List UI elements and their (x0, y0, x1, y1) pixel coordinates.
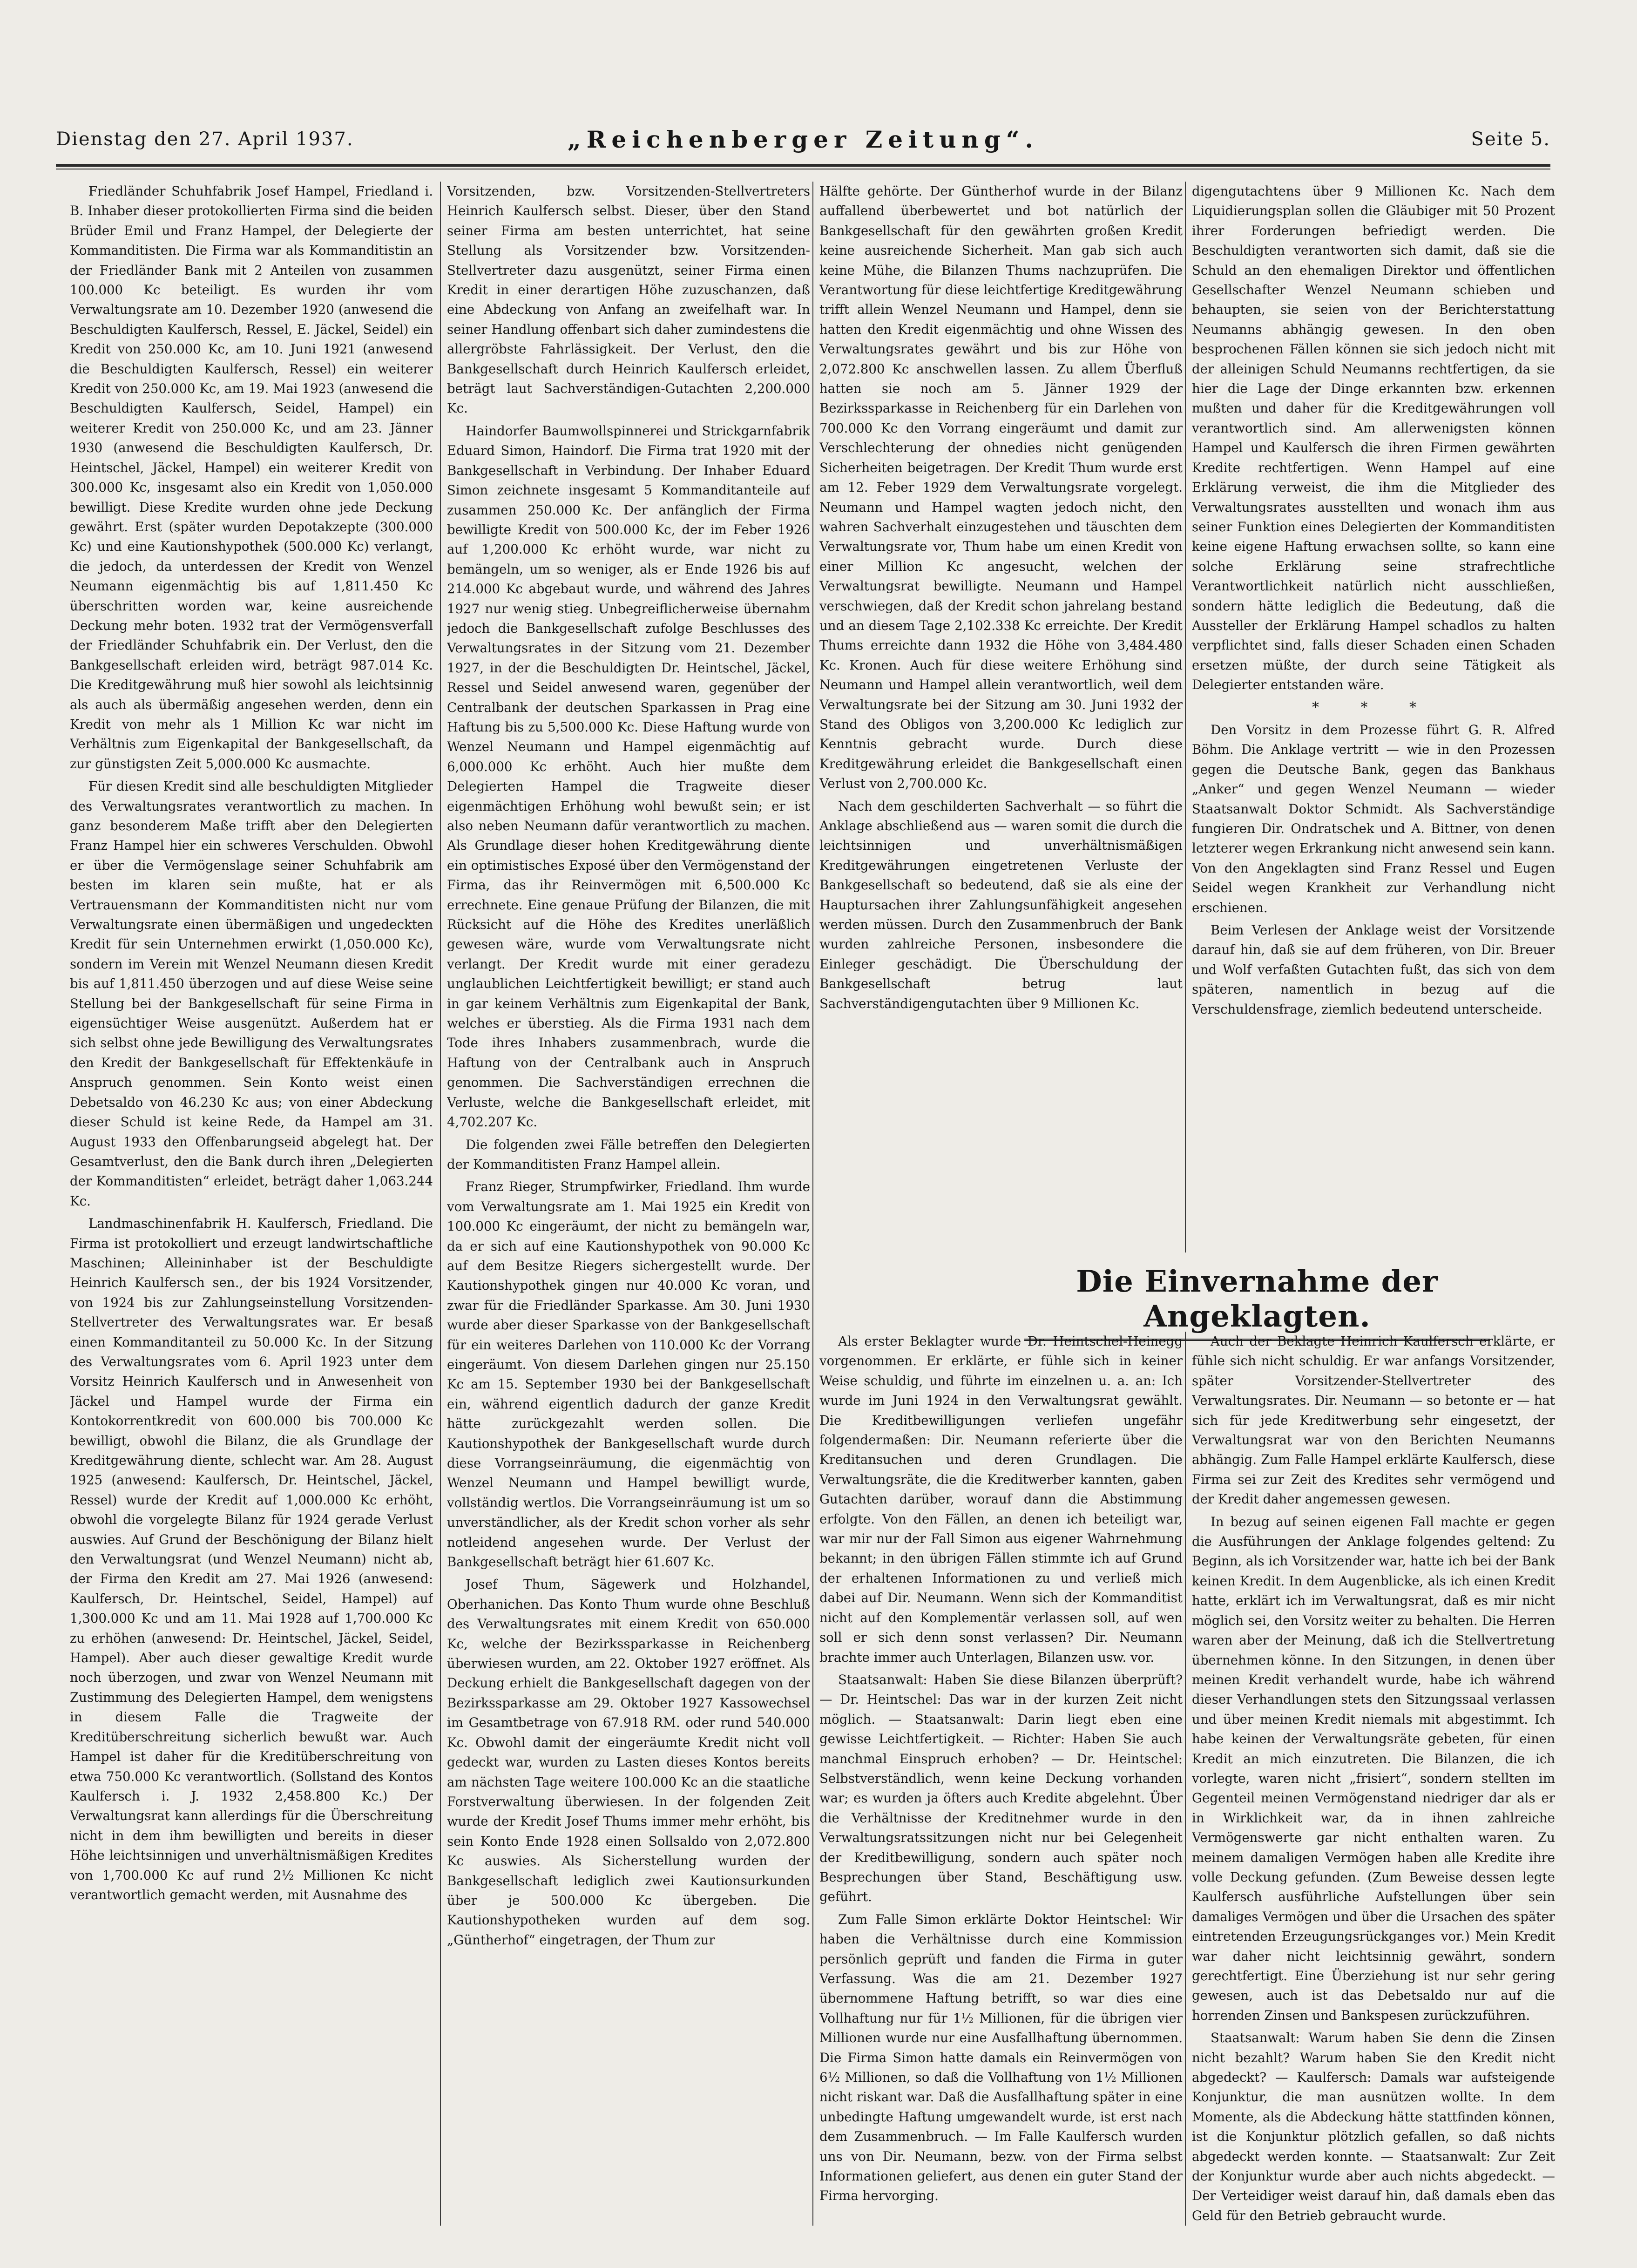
article-paragraph: Hälfte gehörte. Der Güntherhof wurde in der Bilanz auffallend überbewertet und bot natürlich der Bankgesellschaft für den gewährten großen Kredit keine ausreichende Sicherheit. Man gab sich auch keine Mühe, die Bilanzen Thums nachzuprüfen. Die Verantwortung für diese leichtfertige Kreditgewährung trifft allein Wenzel Neumann und Hampel, denn sie hatten den Kredit eigenmächtig und ohne Wissen des Verwaltungsrates gewährt und bis zur Höhe von 2,072.800 Kc anschwellen lassen. Zu allem Überfluß hatten sie noch am 5. Jänner 1929 der Bezirkssparkasse in Reichenberg für ein Darlehen von 700.000 Kc den Vorrang eingeräumt und damit zur Verschlechterung der ohnedies nicht genügenden Sicherheiten beigetragen. Der Kredit Thum wurde erst am 12. Feber 1929 dem Verwaltungsrate vorgelegt. Neumann und Hampel wagten jedoch nicht, den wahren Sachverhalt einzugestehen und täuschten dem Verwaltungsrate vor, Thum habe um einen Kredit von einer Million Kc angesucht, welchen der Verwaltungsrat bewilligte. Neumann und Hampel verschwiegen, daß der Kredit schon jahrelang bestand und an diesem Tage 2,102.338 Kc erreichte. Der Kredit Thums erreichte dann 1932 die Höhe von 3,484.480 Kc. Kronen. Auch für diese weitere Erhöhung sind Neumann und Hampel allein verantwortlich, weil dem Verwaltungsrate bei der Sitzung am 30. Juni 1932 der Stand des Obligos von 3,200.000 Kc lediglich zur Kenntnis gebracht wurde. Durch diese Kreditgewährung erleidet die Bankgesellschaft einen Verlust von 2,700.000 Kc. (819, 183, 1183, 792)
article-paragraph: Auch der Beklagte Heinrich Kaulfersch erklärte, er fühle sich nicht schuldig. Er war anfangs Vorsitzender, später Vorsitzender-Stellvertreter des Verwaltungsrates. Dir. Neumann — so betonte er — hat sich für jede Kreditwerbung sehr eingesetzt, der Verwaltungsrat war von den Berichten Neumanns abhängig. Zum Falle Hampel erklärte Kaulfersch, diese Firma sei zur Zeit des Kredites sehr vermögend und der Kredit daher angemessen gewesen. (1192, 1334, 1555, 1507)
article-paragraph: Die folgenden zwei Fälle betreffen den Delegierten der Kommanditisten Franz Hampel allein. (447, 1137, 810, 1172)
section-heading: Die Einvernahme der Angeklagten. (1024, 1264, 1490, 1341)
article-paragraph: Franz Rieger, Strumpfwirker, Friedland. Ihm wurde vom Verwaltungsrate am 1. Mai 1925 ein Kredit von 100.000 Kc eingeräumt, der nicht zu bemängeln war, da er sich auf eine Kautionshypothek von 90.000 Kc auf dem Besitze Riegers sichergestellt wurde. Der Kautionshypothek gingen nur 40.000 Kc voran, und zwar für die Friedländer Sparkasse. Am 30. Juni 1930 wurde aber dieser Sparkasse von der Bankgesellschaft für ein weiteres Darlehen von 110.000 Kc der Vorrang eingeräumt. Von diesem Darlehen gingen nur 25.150 Kc am 15. September 1930 bei der Bankgesellschaft ein, während eigentlich dadurch der ganze Kredit hätte zurückgezahlt werden sollen. Die Kautionshypothek der Bankgesellschaft wurde durch diese Vorrangseinräumung, die eigenmächtig von Wenzel Neumann und Hampel bewilligt wurde, vollständig wertlos. Die Vorrangseinräumung ist um so unverständlicher, als der Kredit schon vorher als sehr notleidend angesehen wurde. Der Verlust der Bankgesellschaft beträgt hier 61.607 Kc. (447, 1179, 810, 1570)
column-3-lower (819, 1332, 1183, 2226)
article-paragraph: Zum Falle Simon erklärte Doktor Heintschel: Wir haben die Verhältnisse durch eine Kommission persönlich geprüft und fanden die Firma in guter Verfassung. Was die am 21. Dezember 1927 übernommene Haftung betrifft, so war dies eine Vollhaftung nur für 1½ Millionen, für die übrigen vier Millionen wurde nur eine Ausfallhaftung übernommen. Die Firma Simon hatte damals ein Reinvermögen von 6½ Millionen, so daß die Vollhaftung von 1½ Millionen nicht riskant war. Daß die Ausfallhaftung später in eine unbedingte Haftung umgewandelt wurde, ist erst nach dem Zusammenbruch. — Im Falle Kaulfersch wurden uns von Dir. Neumann, bezw. von der Firma selbst Informationen geliefert, aus denen ein guter Stand der Firma hervorging. (819, 1911, 1183, 2204)
article-paragraph: Landmaschinenfabrik H. Kaulfersch, Friedland. Die Firma ist protokolliert und erzeugt landwirtschaftliche Maschinen; Alleininhaber ist der Beschuldigte Heinrich Kaulfersch sen., der bis 1924 Vorsitzender, von 1924 bis zur Zahlungseinstellung Vorsitzenden-Stellvertreter des Verwaltungsrates war. Er besaß einen Kommanditanteil zu 50.000 Kc. In der Sitzung des Verwaltungsrates vom 6. April 1923 unter dem Vorsitz Heinrich Kaulfersch und in Anwesenheit von Jäckel und Hampel wurde der Firma ein Kontokorrentkredit von 600.000 bis 700.000 Kc bewilligt, obwohl die Bilanz, die als Grundlage der Kreditgewährung diente, schlecht war. Am 28. August 1925 (anwesend: Kaulfersch, Dr. Heintschel, Jäckel, Ressel) wurde der Kredit auf 1,000.000 Kc erhöht, obwohl die vorgelegte Bilanz für 1924 gerade Verlust auswies. Auf Grund der Beschönigung der Bilanz hielt den Verwaltungsrat (und Wenzel Neumann) nicht ab, der Firma den Kredit am 27. Mai 1926 (anwesend: Kaulfersch, Dr. Heintschel, Seidel, Hampel) auf 1,300.000 Kc und am 11. Mai 1928 auf 1,700.000 Kc zu erhöhen (anwesend: Dr. Heintschel, Jäckel, Seidel, Hampel). Aber auch dieser gewaltige Kredit wurde noch überzogen, und zwar von Wenzel Neumann mit Zustimmung des Delegierten Hampel, dem wenigstens in diesem Falle die Tragweite der Kreditüberschreitung sicherlich bewußt war. Auch Hampel ist daher für die Kreditüberschreitung von etwa 750.000 Kc verantwortlich. (Sollstand des Kontos Kaulfersch i. J. 1932 2,458.800 Kc.) Der Verwaltungsrat kann allerdings für die Überschreitung nicht in dem ihm bewilligten und bereits in dieser Höhe leichtsinnigen und unverhältnismäßigen Kredites von 1,700.000 Kc auf rund 2½ Millionen Kc nicht verantwortlich gemacht werden, mit Ausnahme des (70, 1216, 433, 1902)
article-paragraph: Haindorfer Baumwollspinnerei und Strickgarnfabrik Eduard Simon, Haindorf. Die Firma trat 1920 mit der Bankgesellschaft in Verbindung. Der Inhaber Eduard Simon zeichnete insgesamt 5 Kommanditanteile auf zusammen 250.000 Kc. Der anfänglich der Firma bewilligte Kredit von 500.000 Kc, der im Feber 1926 auf 1,200.000 Kc erhöht wurde, war nicht zu bemängeln, um so weniger, als er Ende 1926 bis auf 214.000 Kc abgebaut wurde, und während des Jahres 1927 nur wenig stieg. Unbegreiflicherweise übernahm jedoch die Bankgesellschaft zufolge Beschlusses des Verwaltungsrates in der Sitzung vom 21. Dezember 1927, in der die Beschuldigten Dr. Heintschel, Jäckel, Ressel und Seidel anwesend waren, gegenüber der Centralbank der deutschen Sparkassen in Prag eine Haftung bis zu 5,500.000 Kc. Diese Haftung wurde von Wenzel Neumann und Hampel eigenmächtig auf 6,000.000 Kc erhöht. Auch hier mußte dem Delegierten Hampel die Tragweite dieser eigenmächtigen Erhöhung wohl bewußt sein; er ist also neben Neumann dafür verantwortlich zu machen. Als Grundlage dieser hohen Kreditgewährung diente ein optimistisches Exposé über den Vermögenstand der Firma, das ihr Reinvermögen mit 6,500.000 Kc errechnete. Eine genaue Prüfung der Bilanzen, die mit Rücksicht auf die Höhe des Kredites unerläßlich gewesen wäre, wurde vom Verwaltungsrate nicht verlangt. Der Kredit wurde mit einer geradezu unglaublichen Leichtfertigkeit bewilligt; er stand auch in gar keinem Verhältnis zum Eigenkapital der Bank, welches er überstieg. Als die Firma 1931 nach dem Tode ihres Inhabers zusammenbrach, wurde die Haftung von der Centralbank auch in Anspruch genommen. Die Sachverständigen errechnen die Verluste, welche die Bankgesellschaft erleidet, mit 4,702.207 Kc. (447, 423, 810, 1130)
article-paragraph: digengutachtens über 9 Millionen Kc. Nach dem Liquidierungsplan sollen die Gläubiger mit 50 Prozent ihrer Forderungen befriedigt werden. Die Beschuldigten verantworten sich damit, daß sie die Schuld an den ehemaligen Direktor und öffentlichen Gesellschafter Wenzel Neumann schieben und behaupten, sie seien von der Berichterstattung Neumanns abhängig gewesen. In den oben besprochenen Fällen können sie sich jedoch nicht mit der alleinigen Schuld Neumanns rechtfertigen, da sie hier die Lage der Dinge erkannten bzw. erkennen mußten und daher für die Kreditgewährungen voll verantwortlich sind. Am allerwenigsten können Hampel und Kaulfersch die ihren Firmen gewährten Kredite rechtfertigen. Wenn Hampel auf eine Erklärung verweist, die ihm die Mitglieder des Verwaltungsrates ausstellten und wonach ihm aus seiner Funktion eines Delegierten der Kommanditisten keine eigene Haftung erwachsen sollte, so kann eine solche Erklärung seine strafrechtliche Verantwortlichkeit natürlich nicht ausschließen, sondern hätte lediglich die Bedeutung, daß die Aussteller der Erklärung Hampel schadlos zu halten verpflichtet sind, falls dieser Schaden einen Schaden ersetzen müßte, der durch seine Tätigkeit als Delegierter entstanden wäre. (1192, 183, 1555, 693)
column-4 (1192, 182, 1555, 1113)
article-paragraph: Für diesen Kredit sind alle beschuldigten Mitglieder des Verwaltungsrates verantwortlich zu machen. In ganz besonderem Maße trifft aber den Delegierten Franz Hampel hier ein schweres Verschulden. Obwohl er über die Vermögenslage seiner Schuhfabrik am besten im klaren sein mußte, hat er als Vertrauensmann der Kommanditisten nicht nur vom Verwaltungsrate einen übermäßigen und ungedeckten Kredit für sein Unternehmen erwirkt (1,050.000 Kc), sondern im Verein mit Wenzel Neumann diesen Kredit bis auf 1,811.450 überzogen und auf diese Weise seine Stellung bei der Bankgesellschaft für seine Firma in eigensüchtiger Weise ausgenützt. Außerdem hat er sich selbst ohne jede Bewilligung des Verwaltungsrates den Kredit der Bankgesellschaft für Effektenkäufe in Anspruch genommen. Sein Konto weist einen Debetsaldo von 46.230 Kc aus; von einer Abdeckung dieser Schuld ist keine Rede, da Hampel am 31. August 1933 den Offenbarungseid abgelegt hat. Der Gesamtverlust, den die Bank durch ihren „Delegierten der Kommanditisten“ erleidet, beträgt daher 1,063.244 Kc. (70, 779, 433, 1209)
article-paragraph: Als erster Beklagter wurde Dr. Heintschel-Heinegg vorgenommen. Er erklärte, er fühle sich in keiner Weise schuldig, und führte im einzelnen u. a. an: Ich wurde im Juni 1924 in den Verwaltungsrat gewählt. Die Kreditbewilligungen verliefen ungefähr folgendermaßen: Dir. Neumann referierte über die Kreditansuchen und deren Grundlagen. Die Verwaltungsräte, die die Kreditwerber kannten, gaben Gutachten darüber, worauf dann die Abstimmung erfolgte. Von den Fällen, an denen ich beteiligt war, war mir nur der Fall Simon aus eigener Wahrnehmung bekannt; in den übrigen Fällen stimmte ich auf Grund der erhaltenen Informationen zu und verließ mich dabei auf Dir. Neumann. Wenn sich der Kommanditist nicht auf den Komplementär verlassen soll, auf wen soll er sich denn sonst verlassen? Dir. Neumann brachte immer auch Unterlagen, Bilanzen usw. vor. (819, 1334, 1183, 1665)
column-1 (70, 182, 433, 2230)
column-divider (1185, 182, 1186, 1252)
page-header (56, 126, 1550, 163)
article-paragraph: Friedländer Schuhfabrik Josef Hampel, Friedland i. B. Inhaber dieser protokollierten Firma sind die beiden Brüder Emil und Franz Hampel, der Delegierte der Kommanditisten. Die Firma war als Kommanditistin an der Friedländer Bank mit 2 Anteilen von zusammen 100.000 Kc beteiligt. Es wurden ihr vom Verwaltungsrate am 10. Dezember 1920 (anwesend die Beschuldigten Kaulfersch, Ressel, E. Jäckel, Seidel) ein Kredit von 250.000 Kc, am 10. Juni 1921 (anwesend die Beschuldigten Kaulfersch, Ressel) ein weiterer Kredit von 250.000 Kc, am 19. Mai 1923 (anwesend die Beschuldigten Kaulfersch, Seidel, Hampel) ein weiterer Kredit von 250.000 Kc, und am 23. Jänner 1930 (anwesend die Beschuldigten Kaulfersch, Dr. Heintschel, Jäckel, Hampel) ein weiterer Kredit von 300.000 Kc, insgesamt also ein Kredit von 1,050.000 bewilligt. Diese Kredite wurden ohne jede Deckung gewährt. Erst (später wurden Depotakzepte (300.000 Kc) und eine Kautionshypothek (500.000 Kc) verlangt, die jedoch, da unterdessen der Kredit von Wenzel Neumann eigenmächtig bis auf 1,811.450 Kc überschritten worden war, keine ausreichende Deckung mehr boten. 1932 trat der Vermögensverfall der Friedländer Schuhfabrik ein. Der Verlust, den die Bankgesellschaft erleiden wird, beträgt 987.014 Kc. Die Kreditgewährung muß hier sowohl als leichtsinnig als auch als übermäßig angesehen werden, denn ein Kredit von mehr als 1 Million Kc war nicht im Verhältnis zum Eigenkapital der Bankgesellschaft, da zur günstigsten Zeit 5,000.000 Kc ausmachte. (70, 183, 433, 772)
issue-date: Dienstag den 27. April 1937. (56, 129, 354, 150)
column-divider (440, 182, 441, 2226)
article-paragraph: Staatsanwalt: Warum haben Sie denn die Zinsen nicht bezahlt? Warum haben Sie den Kredit nicht abgedeckt? — Kaulfersch: Damals war aufsteigende Konjunktur, die man ausnützen wollte. In dem Momente, als die Abdeckung hätte stattfinden können, ist die Konjunktur plötzlich gefallen, so daß nichts abgedeckt werden konnte. — Staatsanwalt: Zur Zeit der Konjunktur wurde aber auch nichts abgedeckt. — Der Verteidiger weist darauf hin, daß damals eben das Geld für den Betrieb gebraucht wurde. (1192, 2030, 1555, 2223)
newspaper-title: „Reichenberger Zeitung“. (568, 126, 1039, 153)
column-divider (1185, 1332, 1186, 2226)
article-paragraph: Vorsitzenden, bzw. Vorsitzenden-Stellvertreters Heinrich Kaulfersch selbst. Dieser, über den Stand seiner Firma am besten unterrichtet, hat seine Stellung als Vorsitzender bzw. Vorsitzenden-Stellvertreter dazu ausgenützt, seiner Firma einen Kredit in einer derartigen Höhe zuzuschanzen, daß eine Abdeckung von Anfang an zweifelhaft war. In seiner Handlung offenbart sich daher zumindestens die allergröbste Fahrlässigkeit. Der Verlust, den die Bankgesellschaft durch Heinrich Kaulfersch erleidet, beträgt laut Sachverständigen-Gutachten 2,200.000 Kc. (447, 183, 810, 416)
article-paragraph: In bezug auf seinen eigenen Fall machte er gegen die Ausführungen der Anklage folgendes geltend: Zu Beginn, als ich Vorsitzender war, hatte ich bei der Bank keinen Kredit. In dem Augenblicke, als ich einen Kredit hatte, erklärt ich im Verwaltungsrat, daß es mir nicht möglich sei, den Vorsitz weiter zu behalten. Die Herren waren aber der Meinung, daß ich die Stellvertretung übernehmen könne. In den Sitzungen, in denen über meinen Kredit verhandelt wurde, habe ich während dieser Verhandlungen stets den Sitzungssaal verlassen und über meinen Kredit niemals mit abgestimmt. Ich habe keinen der Verwaltungsräte gebeten, für einen Kredit an mich einzutreten. Die Bilanzen, die ich vorlegte, waren nicht „frisiert“, sondern stellten im Gegenteil meinen Vermögenstand niedriger dar als er in Wirklichkeit war, da in ihnen zahlreiche Vermögenswerte gar nicht enthalten waren. Zu meinem damaligen Vermögen haben alle Kredite ihre volle Deckung gefunden. (Zum Beweise dessen legte Kaulfersch ausführliche Aufstellungen über sein damaliges Vermögen und über die Ursachen des später eintretenden Erzeugungsrückganges vor.) Mein Kredit war daher nicht leichtsinnig gewährt, sondern gerechtfertigt. Eine Überziehung ist nur sehr gering gewesen, auch ist das Debetsaldo nur auf die horrenden Zinsen und Bankspesen zurückzuführen. (1192, 1514, 1555, 2023)
section-stars: * * * (1312, 699, 1435, 716)
column-3 (819, 182, 1183, 1252)
article-paragraph: Nach dem geschilderten Sachverhalt — so führt die Anklage abschließend aus — waren somit die durch die leichtsinnigen und unverhältnismäßigen Kreditgewährungen eingetretenen Verluste der Bankgesellschaft so bedeutend, daß sie als eine der Hauptursachen ihrer Zahlungsunfähigkeit angesehen werden müssen. Durch den Zusammenbruch der Bank wurden zahlreiche Personen, insbesondere die Einleger geschädigt. Die Überschuldung der Bankgesellschaft betrug laut Sachverständigengutachten über 9 Millionen Kc. (819, 798, 1183, 1011)
column-4-lower (1192, 1332, 1555, 2226)
column-2 (447, 182, 810, 2230)
page-number: Seite 5. (1471, 129, 1550, 150)
header-rule (56, 164, 1550, 167)
article-paragraph: Josef Thum, Sägewerk und Holzhandel, Oberhanichen. Das Konto Thum wurde ohne Beschluß des Verwaltungsrates mit einem Kredit von 650.000 Kc, welche der Bezirkssparkasse in Reichenberg überwiesen wurden, am 22. Oktober 1927 eröffnet. Als Deckung erhielt die Bankgesellschaft dagegen von der Bezirkssparkasse am 29. Oktober 1927 Kassowechsel im Gesamtbetrage von 67.918 RM. oder rund 540.000 Kc. Obwohl damit der eingeräumte Kredit nicht voll gedeckt war, wurden zu Lasten dieses Kontos bereits am nächsten Tage weitere 100.000 Kc an die staatliche Forstverwaltung überwiesen. In der folgenden Zeit wurde der Kredit Josef Thums immer mehr erhöht, bis sein Konto Ende 1928 einen Sollsaldo von 2,072.800 Kc auswies. Als Sicherstellung wurden der Bankgesellschaft lediglich zwei Kautionsurkunden über je 500.000 Kc übergeben. Die Kautionshypotheken wurden auf dem sog. „Güntherhof“ eingetragen, der Thum zur (447, 1577, 810, 1948)
article-paragraph: Den Vorsitz in dem Prozesse führt G. R. Alfred Böhm. Die Anklage vertritt — wie in den Prozessen gegen die Deutsche Bank, gegen das Bankhaus „Anker“ und gegen Wenzel Neumann — wieder Staatsanwalt Doktor Schmidt. Als Sachverständige fungieren Dir. Ondratschek und A. Bittner, von denen letzterer wegen Erkrankung nicht anwesend sein kann. Von den Angeklagten sind Franz Ressel und Eugen Seidel wegen Krankheit zur Verhandlung nicht erschienen. (1192, 722, 1555, 915)
column-divider (812, 182, 813, 2226)
article-paragraph: Staatsanwalt: Haben Sie diese Bilanzen überprüft? — Dr. Heintschel: Das war in der kurzen Zeit nicht möglich. — Staatsanwalt: Darin liegt eben eine gewisse Leichtfertigkeit. — Richter: Haben Sie auch manchmal Einspruch erhoben? — Dr. Heintschel: Selbstverständlich, wenn keine Deckung vorhanden war; es wurden ja öfters auch Kredite abgelehnt. Über die Verhältnisse der Kreditnehmer wurde in den Verwaltungsratssitzungen nicht nur bei Gelegenheit der Kreditbewilligung, sondern auch später noch Besprechungen über Stand, Beschäftigung usw. geführt. (819, 1672, 1183, 1905)
article-paragraph: Beim Verlesen der Anklage weist der Vorsitzende darauf hin, daß sie auf dem früheren, von Dir. Breuer und Wolf verfaßten Gutachten fußt, das sich von dem späteren, namentlich in bezug auf die Verschuldensfrage, ziemlich bedeutend unterscheide. (1192, 922, 1555, 1017)
